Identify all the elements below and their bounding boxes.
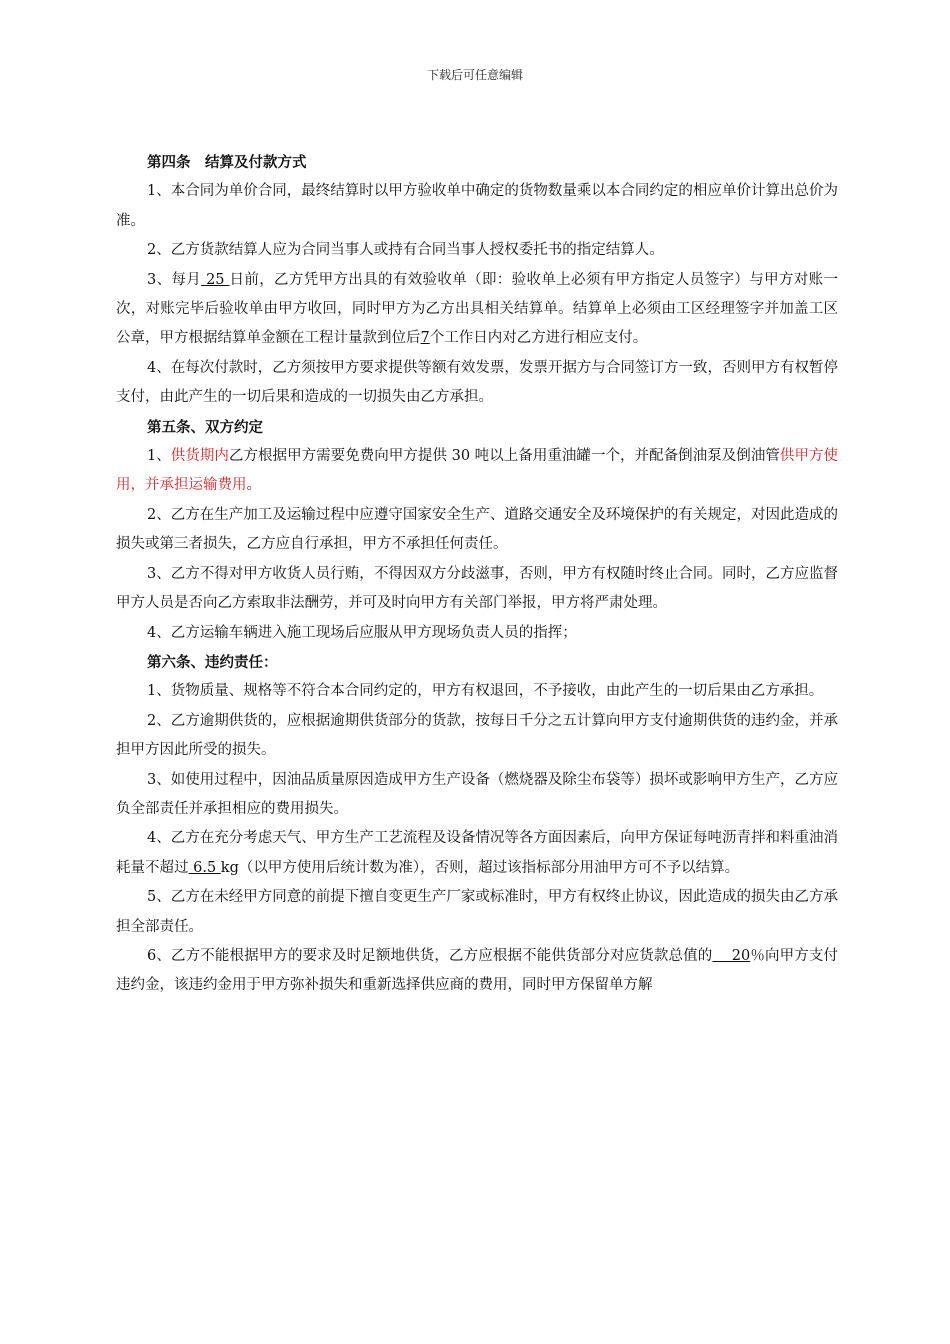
section-6-clause-3: 3、如使用过程中，因油品质量原因造成甲方生产设备（燃烧器及除尘布袋等）损坏或影响甲方生产，乙方应负全部责任并承担相应的费用损失。 — [116, 771, 838, 817]
contract-body — [116, 148, 838, 1001]
section-4-clause-2: 2、乙方货款结算人应为合同当事人或持有合同当事人授权委托书的指定结算人。 — [147, 242, 664, 259]
section-4-title: 第四条 结算及付款方式 — [147, 154, 307, 171]
section-6-title: 第六条、违约责任： — [147, 653, 278, 671]
section-6-clause-1: 1、货物质量、规格等不符合本合同约定的，甲方有权退回，不予接收，由此产生的一切后果由乙方承担。 — [147, 683, 824, 700]
highlight-transport-cost: 供甲方使用，并承担运输费用 — [116, 448, 839, 494]
section-5-clause-1: 1、供货期内乙方根据甲方需要免费向甲方提供 30 吨以上备用重油罐一个，并配备倒油泵及倒油管供甲方使用，并承担运输费用。 — [116, 448, 839, 494]
settlement-day: 25 — [201, 271, 230, 288]
section-5-title: 第五条、双方约定 — [147, 418, 263, 436]
payment-days: 7 — [420, 330, 430, 347]
section-5-clause-4: 4、乙方运输车辆进入施工现场后应服从甲方现场负责人员的指挥； — [147, 624, 577, 641]
oil-consumption-limit: 6.5 — [188, 859, 221, 876]
section-6-clause-4: 4、乙方在充分考虑天气、甲方生产工艺流程及设备情况等各方面因素后，向甲方保证每吨沥青拌和料重油消耗量不超过 6.5 kg（以甲方使用后统计数为准），否则，超过该指标部分用油甲方可不予以结算。 — [116, 830, 838, 876]
highlight-supply-period: 供货期内 — [170, 448, 229, 465]
penalty-percent: 20 — [712, 947, 751, 964]
page-header-note: 下载后可任意编辑 — [426, 68, 523, 82]
section-6-clause-6: 6、乙方不能根据甲方的要求及时足额地供货，乙方应根据不能供货部分对应货款总值的 20％向甲方支付违约金，该违约金用于甲方弥补损失和重新选择供应商的费用，同时甲方保留单方解 — [116, 947, 838, 994]
section-4-clause-4: 4、在每次付款时，乙方须按甲方要求提供等额有效发票，发票开据方与合同签订方一致，否则甲方有权暂停支付，由此产生的一切后果和造成的一切损失由乙方承担。 — [116, 359, 838, 406]
section-4-clause-3: 3、每月 25 日前，乙方凭甲方出具的有效验收单（即：验收单上必须有甲方指定人员签字）与甲方对账一次，对账完毕后验收单由甲方收回，同时甲方为乙方出具相关结算单。结算单上必须由工区经理签字并加盖工区公章，甲方根据结算单金额在工程计量款到位后7个工作日内对乙方进行相应支付。 — [116, 271, 838, 347]
section-6-clause-5: 5、乙方在未经甲方同意的前提下擅自变更生产厂家或标准时，甲方有权终止协议，因此造成的损失由乙方承担全部责任。 — [116, 889, 838, 935]
section-5-clause-3: 3、乙方不得对甲方收货人员行贿，不得因双方分歧滋事，否则，甲方有权随时终止合同。同时，乙方应监督甲方人员是否向乙方索取非法酬劳，并可及时向甲方有关部门举报，甲方将严肃处理。 — [116, 565, 838, 612]
section-5-clause-2: 2、乙方在生产加工及运输过程中应遵守国家安全生产、道路交通安全及环境保护的有关规定，对因此造成的损失或第三者损失，乙方应自行承担，甲方不承担任何责任。 — [116, 506, 838, 553]
section-4-clause-1: 1、本合同为单价合同，最终结算时以甲方验收单中确定的货物数量乘以本合同约定的相应单价计算出总价为准。 — [116, 183, 838, 229]
section-6-clause-2: 2、乙方逾期供货的，应根据逾期供货部分的货款，按每日千分之五计算向甲方支付逾期供货的违约金，并承担甲方因此所受的损失。 — [116, 712, 838, 759]
